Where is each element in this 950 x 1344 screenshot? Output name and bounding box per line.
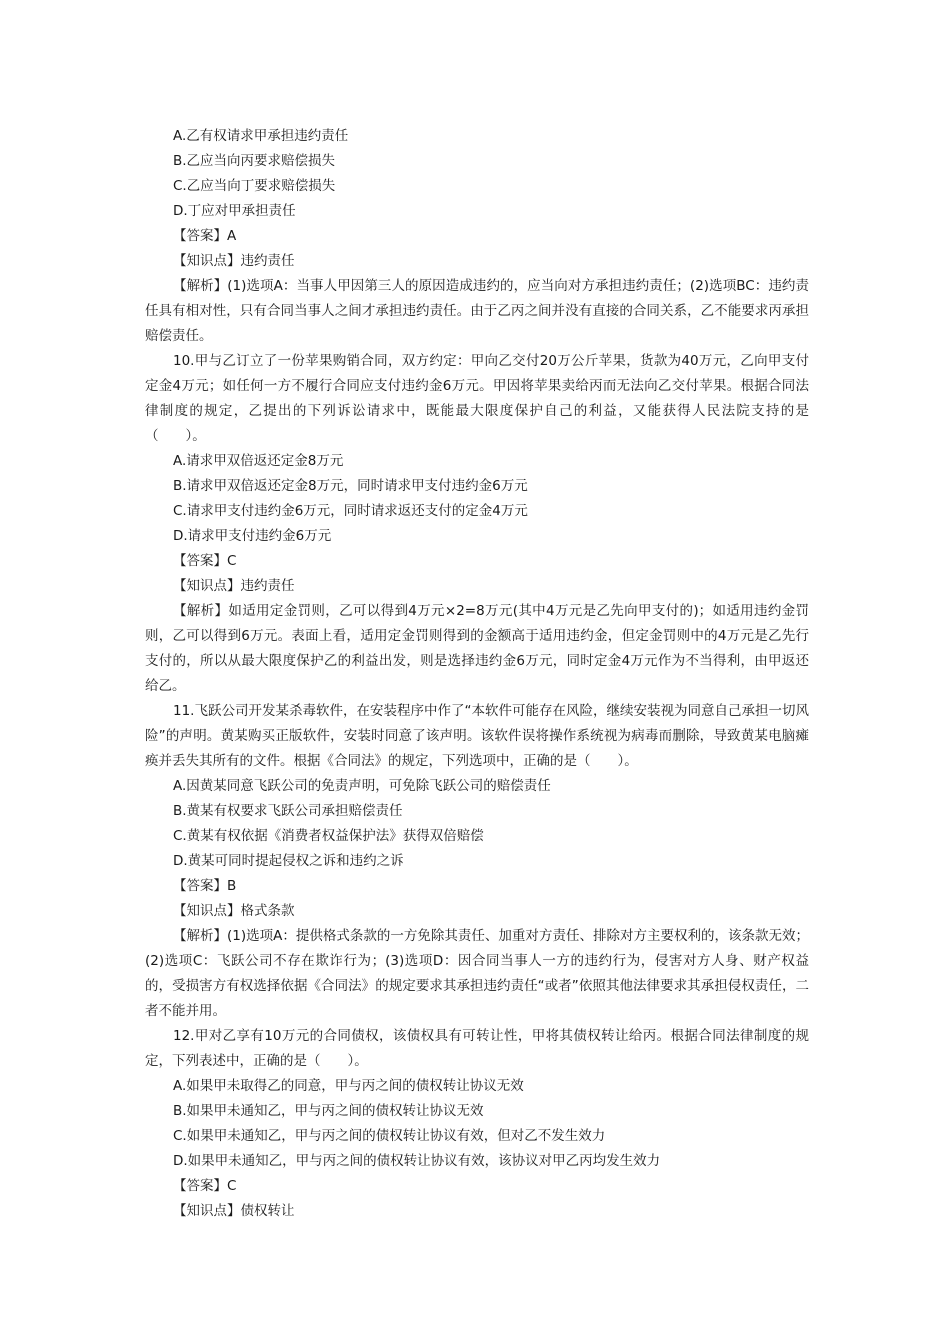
knowledge-point: 【知识点】格式条款	[173, 903, 295, 919]
answer: 【答案】B	[173, 878, 237, 894]
option-d: D.如果甲未通知乙，甲与丙之间的债权转让协议有效，该协议对甲乙丙均发生效力	[173, 1153, 661, 1169]
option-d: D.请求甲支付违约金6万元	[173, 528, 332, 544]
answer: 【答案】C	[173, 1178, 237, 1194]
answer: 【答案】C	[173, 553, 237, 569]
option-c: C.黄某有权依据《消费者权益保护法》获得双倍赔偿	[173, 828, 484, 844]
option-b: B.请求甲双倍返还定金8万元，同时请求甲支付违约金6万元	[173, 478, 528, 494]
option-a: A.如果甲未取得乙的同意，甲与丙之间的债权转让协议无效	[173, 1078, 524, 1094]
knowledge-point: 【知识点】违约责任	[173, 253, 295, 269]
question-10: 10.甲与乙订立了一份苹果购销合同，双方约定：甲向乙交付20万公斤苹果，货款为40万元，乙向甲支付定金4万元；如任何一方不履行合同应支付违约金6万元。甲因将苹果卖给丙而无法向乙交付苹果。根据合同法律制度的规定，乙提出的下列诉讼请求中，既能最大限度保护自己的利益，又能获得人民法院支持的是（ ）。	[145, 353, 809, 444]
question-12: 12.甲对乙享有10万元的合同债权，该债权具有可转让性，甲将其债权转让给丙。根据合同法律制度的规定，下列表述中，正确的是（ ）。	[145, 1028, 809, 1069]
knowledge-point: 【知识点】债权转让	[173, 1203, 295, 1219]
option-a: A.乙有权请求甲承担违约责任	[173, 128, 349, 144]
analysis: 【解析】(1)选项A：当事人甲因第三人的原因造成违约的，应当向对方承担违约责任；(2)选项BC：违约责任具有相对性，只有合同当事人之间才承担违约责任。由于乙丙之间并没有直接的合同关系，乙不能要求丙承担赔偿责任。	[145, 278, 809, 344]
option-a: A.请求甲双倍返还定金8万元	[173, 453, 344, 469]
option-a: A.因黄某同意飞跃公司的免责声明，可免除飞跃公司的赔偿责任	[173, 778, 551, 794]
option-b: B.黄某有权要求飞跃公司承担赔偿责任	[173, 803, 403, 819]
option-d: D.丁应对甲承担责任	[173, 203, 296, 219]
answer: 【答案】A	[173, 228, 237, 244]
option-c: C.如果甲未通知乙，甲与丙之间的债权转让协议有效，但对乙不发生效力	[173, 1128, 606, 1144]
analysis: 【解析】(1)选项A：提供格式条款的一方免除其责任、加重对方责任、排除对方主要权利的，该条款无效；(2)选项C：飞跃公司不存在欺诈行为；(3)选项D：因合同当事人一方的违约行为，侵害对方人身、财产权益的，受损害方有权选择依据《合同法》的规定要求其承担违约责任“或者”依照其他法律要求其承担侵权责任，二者不能并用。	[145, 928, 809, 1019]
analysis: 【解析】如适用定金罚则，乙可以得到4万元×2=8万元(其中4万元是乙先向甲支付的)；如适用违约金罚则，乙可以得到6万元。表面上看，适用定金罚则得到的金额高于适用违约金，但定金罚则中的4万元是乙先行支付的，所以从最大限度保护乙的利益出发，则是选择违约金6万元，同时定金4万元作为不当得利，由甲返还给乙。	[145, 603, 809, 694]
option-c: C.请求甲支付违约金6万元，同时请求返还支付的定金4万元	[173, 503, 528, 519]
question-11: 11.飞跃公司开发某杀毒软件，在安装程序中作了“本软件可能存在风险，继续安装视为同意自己承担一切风险”的声明。黄某购买正版软件，安装时同意了该声明。该软件误将操作系统视为病毒而删除，导致黄某电脑瘫痪并丢失其所有的文件。根据《合同法》的规定，下列选项中，正确的是（ ）。	[145, 703, 809, 769]
option-b: B.如果甲未通知乙，甲与丙之间的债权转让协议无效	[173, 1103, 484, 1119]
option-d: D.黄某可同时提起侵权之诉和违约之诉	[173, 853, 404, 869]
option-b: B.乙应当向丙要求赔偿损失	[173, 153, 336, 169]
option-c: C.乙应当向丁要求赔偿损失	[173, 178, 336, 194]
knowledge-point: 【知识点】违约责任	[173, 578, 295, 594]
document-page	[145, 124, 809, 1224]
